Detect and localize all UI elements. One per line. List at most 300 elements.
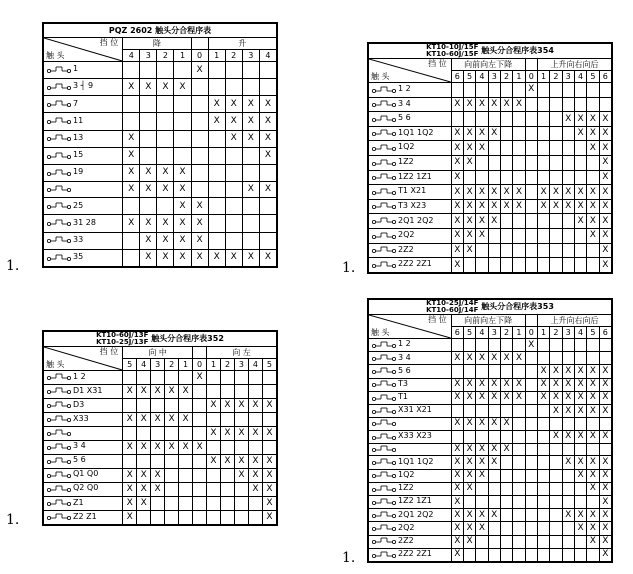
contact-label: 2Q2 [398,230,415,240]
program-table-pqz2602 [42,22,278,268]
mark-cell: X [463,391,475,404]
mark-cell [599,97,611,112]
contact-cell [369,456,452,469]
mark-cell: X [476,456,488,469]
mark-cell: X [463,509,475,522]
mark-cell [157,147,174,164]
position-header: 2 [550,327,562,339]
mark-cell: X [488,352,500,365]
mark-cell [476,83,488,98]
mark-cell: X [574,430,586,443]
group-header [191,38,208,50]
mark-cell: X [248,482,262,496]
mark-cell: X [174,215,191,232]
mark-cell: X [488,378,500,391]
mark-cell: X [262,468,276,482]
contact-cell [44,427,123,440]
mark-cell: X [476,443,488,456]
position-header: 1 [513,71,525,83]
mark-cell: X [574,126,586,141]
mark-cell [488,243,500,258]
mark-cell [537,430,549,443]
contact-cell [369,509,452,522]
table-row [44,164,277,181]
item-number-4: 1. [342,550,356,566]
mark-cell [537,535,549,548]
mark-cell: X [599,185,611,200]
mark-cell [193,510,207,524]
mark-cell: X [587,229,599,244]
contact-cell [369,170,452,185]
mark-cell: X [451,378,463,391]
mark-cell: X [451,258,463,273]
mark-cell [207,413,221,427]
mark-cell [537,509,549,522]
mark-cell: X [123,147,140,164]
mark-cell: X [242,113,259,130]
mark-cell: X [599,509,611,522]
mark-cell [550,170,562,185]
mark-cell: X [500,418,512,431]
mark-cell [500,229,512,244]
mark-cell: X [513,352,525,365]
mark-cell [525,456,537,469]
mark-cell [476,170,488,185]
mark-cell: X [157,164,174,181]
mark-cell: X [513,391,525,404]
mark-cell: X [550,185,562,200]
table-row [369,156,612,171]
mark-cell [513,141,525,156]
mark-cell [562,548,574,561]
mark-cell [191,164,208,181]
mark-cell [562,535,574,548]
mark-cell: X [562,365,574,378]
contact-label: 2Q1 2Q2 [398,215,434,225]
group-header: 降 [123,38,191,50]
mark-cell [225,164,242,181]
contact-label: D1 X31 [73,385,103,395]
mark-cell: X [513,378,525,391]
table-row [369,185,612,200]
mark-cell [488,482,500,495]
mark-cell: X [191,232,208,249]
contact-label: 35 [73,252,84,262]
mark-cell [562,469,574,482]
mark-cell: X [599,404,611,417]
mark-cell [500,170,512,185]
contact-cell [44,371,123,385]
mark-cell [165,399,179,413]
mark-cell: X [179,385,193,399]
mark-cell [488,365,500,378]
mark-cell: X [248,468,262,482]
mark-cell [179,468,193,482]
contact-label: 2Z2 2Z1 [398,259,432,269]
mark-cell [599,418,611,431]
mark-cell [599,339,611,352]
table-row [44,232,277,249]
mark-cell [525,156,537,171]
mark-cell [165,427,179,440]
mark-cell [221,413,235,427]
mark-cell [208,198,225,215]
mark-cell [151,496,165,510]
contact-label: T3 [398,378,408,388]
mark-cell [157,198,174,215]
position-header: 1 [207,359,221,371]
table-row [369,456,612,469]
mark-cell [221,468,235,482]
mark-cell [259,164,276,181]
mark-cell [137,371,151,385]
mark-cell [208,232,225,249]
mark-cell: X [463,352,475,365]
mark-cell [550,535,562,548]
mark-cell [525,170,537,185]
mark-cell [193,496,207,510]
mark-cell [587,97,599,112]
mark-cell [208,164,225,181]
mark-cell: X [550,378,562,391]
mark-cell [179,496,193,510]
mark-cell: X [599,199,611,214]
contact-label: Q2 Q0 [73,483,99,493]
mark-cell: X [574,391,586,404]
mark-cell [574,83,586,98]
mark-cell [242,62,259,79]
group-header: 上升向右向后 [537,315,611,327]
mark-cell: X [151,385,165,399]
mark-cell [137,399,151,413]
mark-cell: X [488,126,500,141]
mark-cell: X [451,535,463,548]
mark-cell [174,62,191,79]
mark-cell [248,440,262,454]
mark-cell: X [123,215,140,232]
mark-cell [123,232,140,249]
mark-cell: X [151,413,165,427]
mark-cell: X [562,199,574,214]
mark-cell [513,83,525,98]
mark-cell [500,404,512,417]
mark-cell [123,113,140,130]
contact-label: 1Q2 [398,142,415,152]
mark-cell [476,535,488,548]
mark-cell [550,243,562,258]
table-grid [368,299,612,562]
mark-cell [550,352,562,365]
program-table-352 [42,330,278,526]
group-header: 向前向左下降 [451,59,525,71]
contact-cell [369,443,452,456]
mark-cell [463,430,475,443]
mark-cell [562,170,574,185]
table-row [369,509,612,522]
contact-label: Z1 [73,497,84,507]
mark-cell: X [451,199,463,214]
position-header: 5 [463,327,475,339]
contact-label: T1 [398,392,408,402]
mark-cell: X [451,229,463,244]
mark-cell: X [451,469,463,482]
mark-cell [562,443,574,456]
mark-cell [537,141,549,156]
mark-cell: X [174,198,191,215]
contact-label: 1Z2 [398,483,414,493]
mark-cell [537,126,549,141]
mark-cell [476,548,488,561]
mark-cell: X [587,509,599,522]
table-row [44,198,277,215]
mark-cell: X [574,509,586,522]
mark-cell [500,365,512,378]
mark-cell: X [476,97,488,112]
mark-cell [262,371,276,385]
mark-cell: X [451,170,463,185]
mark-cell: X [234,399,248,413]
contact-cell [44,113,123,130]
mark-cell [157,113,174,130]
mark-cell: X [259,113,276,130]
mark-cell: X [193,440,207,454]
mark-cell: X [262,427,276,440]
mark-cell: X [550,199,562,214]
corner-contact-label: 触 头 [371,72,390,81]
mark-cell [550,229,562,244]
mark-cell: X [451,243,463,258]
mark-cell [476,258,488,273]
position-header: 3 [488,71,500,83]
mark-cell [537,443,549,456]
mark-cell: X [562,391,574,404]
table-row [369,83,612,98]
contact-cell [369,185,452,200]
corner-contact-label: 触 头 [46,51,65,60]
contact-cell [369,141,452,156]
mark-cell [463,365,475,378]
contact-label: T3 X23 [398,200,427,210]
contact-cell [44,482,123,496]
mark-cell [179,371,193,385]
mark-cell [259,79,276,96]
mark-cell [262,440,276,454]
mark-cell: X [157,232,174,249]
mark-cell [574,141,586,156]
mark-cell: X [242,181,259,197]
contact-cell [44,249,123,266]
mark-cell [599,352,611,365]
table-row [44,96,277,113]
mark-cell [587,443,599,456]
mark-cell [513,156,525,171]
mark-cell [140,113,157,130]
group-header [525,59,537,71]
contact-label: 19 [73,167,84,177]
table-row [44,79,277,96]
mark-cell: X [140,215,157,232]
mark-cell [587,548,599,561]
table-row [44,215,277,232]
position-header: 6 [451,327,463,339]
mark-cell [140,130,157,147]
mark-cell [151,399,165,413]
mark-cell: X [451,156,463,171]
mark-cell [574,548,586,561]
mark-cell [165,496,179,510]
mark-cell: X [500,199,512,214]
mark-cell [234,482,248,496]
mark-cell: X [587,214,599,229]
mark-cell [513,365,525,378]
mark-cell: X [137,482,151,496]
mark-cell: X [488,418,500,431]
mark-cell [191,147,208,164]
mark-cell: X [208,249,225,266]
mark-cell [242,215,259,232]
mark-cell: X [537,365,549,378]
mark-cell [562,126,574,141]
contact-label: T1 X21 [398,186,427,196]
mark-cell [488,404,500,417]
mark-cell [463,170,475,185]
mark-cell [165,454,179,468]
contact-cell [44,147,123,164]
mark-cell [208,147,225,164]
table-row [369,243,612,258]
mark-cell [137,454,151,468]
mark-cell [476,365,488,378]
contact-cell [369,112,452,127]
mark-cell [451,404,463,417]
mark-cell: X [574,185,586,200]
mark-cell [513,548,525,561]
table-row [44,399,277,413]
mark-cell: X [476,522,488,535]
mark-cell [208,79,225,96]
mark-cell [513,535,525,548]
contact-cell [44,399,123,413]
mark-cell: X [451,126,463,141]
mark-cell: X [488,199,500,214]
mark-cell: X [587,365,599,378]
mark-cell [587,170,599,185]
position-header: 2 [157,50,174,62]
mark-cell: X [451,97,463,112]
mark-cell: X [500,97,512,112]
mark-cell [165,510,179,524]
mark-cell [525,243,537,258]
mark-cell: X [488,509,500,522]
mark-cell [513,229,525,244]
mark-cell: X [574,404,586,417]
mark-cell [537,97,549,112]
mark-cell [525,469,537,482]
mark-cell [550,156,562,171]
position-header: 1 [537,327,549,339]
mark-cell [157,130,174,147]
mark-cell [574,229,586,244]
contact-cell [369,229,452,244]
mark-cell [248,371,262,385]
mark-cell: X [165,413,179,427]
mark-cell [451,83,463,98]
group-header: 向前向左下降 [451,315,525,327]
mark-cell: X [599,469,611,482]
mark-cell [179,482,193,496]
mark-cell: X [574,214,586,229]
position-header: 6 [599,71,611,83]
mark-cell: X [525,83,537,98]
position-header: 2 [500,71,512,83]
mark-cell: X [451,522,463,535]
contact-label: D3 [73,399,85,409]
mark-cell: X [248,454,262,468]
mark-cell [500,112,512,127]
mark-cell: X [225,130,242,147]
mark-cell: X [488,97,500,112]
mark-cell [151,427,165,440]
contact-label: 7 [73,98,79,108]
mark-cell [234,496,248,510]
mark-cell [234,440,248,454]
table-row [44,496,277,510]
mark-cell [574,352,586,365]
mark-cell: X [165,385,179,399]
mark-cell [500,456,512,469]
table-row [44,249,277,266]
mark-cell [525,378,537,391]
mark-cell: X [599,126,611,141]
mark-cell: X [574,456,586,469]
table-row [44,482,277,496]
corner-header [44,38,123,62]
mark-cell [525,214,537,229]
mark-cell: X [451,391,463,404]
contact-label: 11 [73,115,84,125]
mark-cell: X [476,214,488,229]
position-header: 0 [525,327,537,339]
contact-cell [369,535,452,548]
mark-cell: X [500,352,512,365]
mark-cell [537,229,549,244]
mark-cell [259,215,276,232]
table-title: PQZ 2602 触头分合程序表 [44,24,277,38]
mark-cell [179,399,193,413]
position-header: 4 [123,50,140,62]
contact-cell [369,378,452,391]
mark-cell: X [525,339,537,352]
mark-cell [513,496,525,509]
contact-label: X33 [73,413,89,423]
mark-cell [562,214,574,229]
mark-cell [259,232,276,249]
contact-cell [369,126,452,141]
contact-label: 25 [73,200,84,210]
mark-cell [248,496,262,510]
contact-cell [369,243,452,258]
position-header: 1 [537,71,549,83]
mark-cell [221,496,235,510]
mark-cell: X [599,141,611,156]
contact-label: 3 4 [73,441,86,451]
mark-cell [225,215,242,232]
mark-cell [513,418,525,431]
contact-cell [369,391,452,404]
mark-cell: X [550,391,562,404]
mark-cell [221,371,235,385]
mark-cell: X [463,378,475,391]
